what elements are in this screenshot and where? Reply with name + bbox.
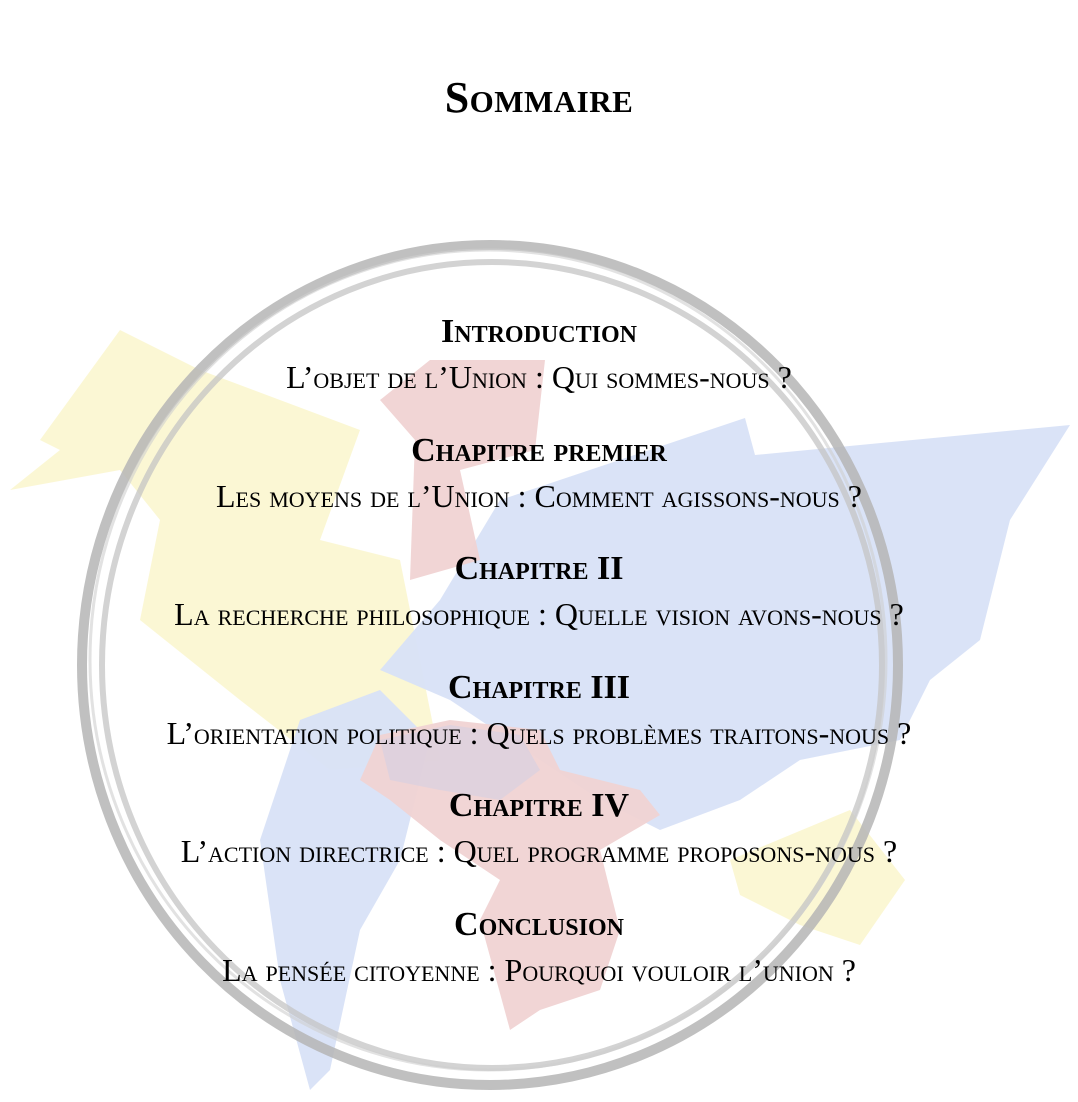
chapter-heading: Chapitre premier	[411, 431, 667, 469]
chapter-subtitle: Les moyens de l’Union : Comment agissons-nous ?	[216, 477, 862, 514]
toc-entry-chapitre-ii	[0, 547, 1078, 666]
chapter-subtitle: L’action directrice : Quel programme proposons-nous ?	[180, 833, 898, 869]
chapter-heading: Conclusion	[454, 905, 624, 943]
toc-entry-chapitre-iii	[0, 666, 1078, 785]
chapter-heading: Chapitre II	[454, 550, 624, 587]
chapter-subtitle: La pensée citoyenne : Pourquoi vouloir l’union ?	[222, 951, 856, 988]
toc-entry-chapitre-premier	[0, 429, 1078, 548]
page-title: Sommaire	[444, 73, 634, 122]
chapter-subtitle: L’objet de l’Union : Qui sommes-nous ?	[286, 359, 792, 395]
toc-entry-conclusion	[0, 903, 1078, 1022]
table-of-contents	[0, 310, 1078, 1021]
toc-entry-chapitre-iv	[0, 784, 1078, 903]
toc-entry-introduction	[0, 310, 1078, 429]
chapter-heading: Chapitre IV	[448, 787, 630, 824]
chapter-subtitle: L’orientation politique : Quels problèmes traitons-nous ?	[166, 714, 912, 751]
chapter-heading: Introduction	[441, 313, 637, 350]
chapter-heading: Chapitre III	[447, 668, 631, 706]
chapter-subtitle: La recherche philosophique : Quelle vision avons-nous ?	[174, 596, 904, 632]
